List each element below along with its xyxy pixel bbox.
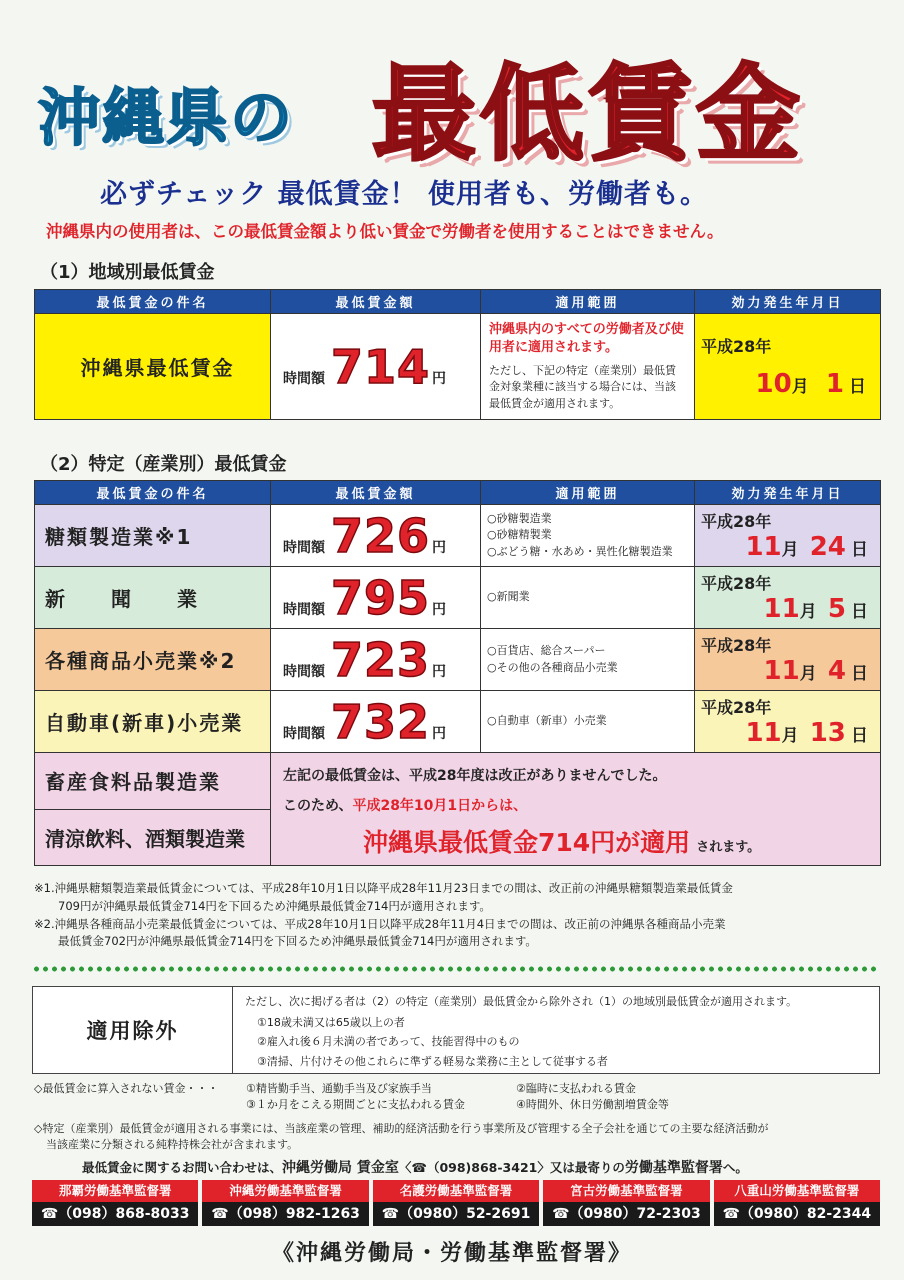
exclusion-label: 適用除外 — [33, 987, 233, 1073]
hourly-label: 時間額 — [283, 663, 325, 680]
industry-name: 糖類製造業※1 — [35, 505, 271, 567]
exclusion-item: ③清掃、片付けその他これらに準ずる軽易な業務に主として従事する者 — [257, 1054, 608, 1068]
day-unit: 日 — [851, 602, 868, 622]
month-unit: 月 — [799, 602, 817, 622]
hourly-label: 時間額 — [283, 601, 325, 618]
date-month: 11 — [763, 594, 800, 624]
merged-note-cell — [271, 753, 881, 866]
exclusion-list — [257, 1013, 608, 1071]
date-month: 11 — [763, 656, 800, 686]
scope-cell — [481, 505, 695, 567]
hourly-label: 時間額 — [283, 725, 325, 742]
month-unit: 月 — [799, 664, 817, 684]
office-card — [373, 1180, 539, 1226]
date-day: 5 — [827, 594, 846, 624]
day-unit: 日 — [851, 726, 868, 746]
regional-wage-table — [34, 289, 881, 420]
date-era: 平成28年 — [701, 337, 772, 356]
subtitle: 必ずチェック 最低賃金！ 使用者も、労働者も。 — [100, 179, 708, 210]
footnote-2a: ※2.沖縄県各種商品小売業最低賃金については、平成28年10月1日以降平成28年11月4日までの間は、改正前の沖縄県各種商品小売業 — [34, 916, 726, 931]
scope-item: ○その他の各種商品小売業 — [487, 660, 618, 674]
yen-unit: 円 — [432, 539, 447, 556]
wage-amount-cell — [271, 691, 481, 753]
day-unit: 日 — [851, 664, 868, 684]
wage-amount: 795 — [331, 570, 431, 625]
scope-item: ○ぶどう糖・水あめ・異性化糖製造業 — [487, 544, 673, 558]
dotted-divider — [32, 966, 880, 972]
office-card — [543, 1180, 709, 1226]
col-header-name: 最低賃金の件名 — [35, 290, 271, 314]
merged-line3-suffix: されます。 — [696, 840, 761, 855]
office-phone: ☎（0980）82-2344 — [714, 1202, 880, 1226]
col-header-scope: 適用範囲 — [481, 290, 695, 314]
footnote-1b: 709円が沖縄県最低賃金714円を下回るため沖縄県最低賃金714円が適用されます。 — [58, 898, 491, 913]
wage-name: 沖縄県最低賃金 — [35, 314, 271, 420]
industry-name-beverage: 清涼飲料、酒類製造業 — [35, 809, 271, 866]
office-card — [32, 1180, 198, 1226]
merged-line2-red: 平成28年10月1日からは、 — [352, 798, 528, 814]
footnote-2b: 最低賃金702円が沖縄県最低賃金714円を下回るため沖縄県最低賃金714円が適用されます。 — [58, 934, 537, 949]
footnote-1a: ※1.沖縄県糖類製造業最低賃金については、平成28年10月1日以降平成28年11月23日までの間は、改正前の沖縄県糖類製造業最低賃金 — [34, 881, 733, 895]
office-phone: ☎（0980）72-2303 — [543, 1202, 709, 1226]
scope-cell — [481, 567, 695, 629]
specific-note-1: ◇特定（産業別）最低賃金が適用される事業には、当該産業の管理、補助的経済活動を行う事業所及び管理する全子会社を通じての主要な経済活動が — [34, 1122, 769, 1135]
date-month: 10 — [755, 369, 792, 399]
industry-row — [35, 691, 881, 753]
wage-exclusion-item: ③１か月をこえる期間ごとに支払われる賃金 — [246, 1098, 465, 1111]
industry-name: 各種商品小売業※2 — [35, 629, 271, 691]
contact-line — [82, 1157, 748, 1177]
date-month: 11 — [745, 718, 782, 748]
wage-amount: 726 — [331, 508, 431, 563]
date-day: 13 — [809, 718, 846, 748]
contact-or: 又は最寄りの — [549, 1160, 625, 1175]
office-phone: ☎（098）982-1263 — [202, 1202, 368, 1226]
col-header-name: 最低賃金の件名 — [35, 481, 271, 505]
date-era: 平成28年 — [701, 698, 772, 717]
day-unit: 日 — [851, 540, 868, 560]
industry-name-livestock: 畜産食料品製造業 — [35, 753, 271, 810]
office-name: 那覇労働基準監督署 — [32, 1180, 198, 1202]
month-unit: 月 — [781, 540, 799, 560]
contact-prefix: 最低賃金に関するお問い合わせは、 — [82, 1160, 283, 1175]
date-cell — [695, 567, 881, 629]
scope-cell — [481, 629, 695, 691]
wage-exclusion-item: ②臨時に支払われる賃金 — [516, 1082, 636, 1095]
office-phone: ☎（098）868-8033 — [32, 1202, 198, 1226]
merged-line1: 左記の最低賃金は、平成28年度は改正がありませんでした。 — [283, 768, 667, 784]
col-header-date: 効力発生年月日 — [695, 290, 881, 314]
yen-unit: 円 — [432, 601, 447, 618]
wage-amount-cell — [271, 314, 481, 420]
merged-line3-red: 沖縄県最低賃金714円が適用 — [363, 828, 691, 857]
exclusion-box — [32, 986, 880, 1074]
wage-amount-cell — [271, 567, 481, 629]
contact-bureau: 沖縄労働局 賃金室 — [282, 1160, 399, 1176]
col-header-scope: 適用範囲 — [481, 481, 695, 505]
col-header-amount: 最低賃金額 — [271, 481, 481, 505]
office-name: 名護労働基準監督署 — [373, 1180, 539, 1202]
scope-item: ○砂糖精製業 — [487, 528, 552, 542]
footer-title: 《沖縄労働局・労働基準監督署》 — [271, 1241, 632, 1266]
wage-amount-cell — [271, 505, 481, 567]
industry-name: 自動車(新車)小売業 — [35, 691, 271, 753]
wage-exclusion-item: ①精皆勤手当、通勤手当及び家族手当 — [246, 1082, 432, 1095]
date-day: 4 — [827, 656, 846, 686]
scope-item: ○新聞業 — [487, 590, 530, 604]
month-unit: 月 — [781, 726, 799, 746]
date-day: 1 — [825, 369, 844, 399]
office-name: 八重山労働基準監督署 — [714, 1180, 880, 1202]
date-cell — [695, 505, 881, 567]
exclusion-item: ①18歳未満又は65歳以上の者 — [257, 1016, 405, 1029]
contact-nearest: 労働基準監督署 — [624, 1160, 723, 1176]
scope-item: ○砂糖製造業 — [487, 511, 552, 525]
employer-notice: 沖縄県内の使用者は、この最低賃金額より低い賃金で労働者を使用することはできません。 — [46, 222, 724, 241]
date-cell — [695, 629, 881, 691]
yen-unit: 円 — [432, 370, 447, 387]
wage-amount: 732 — [331, 694, 431, 749]
industry-row — [35, 567, 881, 629]
hourly-label: 時間額 — [283, 539, 325, 556]
date-era: 平成28年 — [701, 574, 772, 593]
day-unit: 日 — [849, 377, 866, 397]
scope-note: ただし、下記の特定（産業別）最低賃金対象業種に該当する場合には、当該最低賃金が適用されます。 — [489, 363, 676, 410]
merged-row-1 — [35, 753, 881, 810]
industry-row — [35, 505, 881, 567]
office-phone: ☎（0980）52-2691 — [373, 1202, 539, 1226]
col-header-amount: 最低賃金額 — [271, 290, 481, 314]
date-era: 平成28年 — [701, 636, 772, 655]
date-era: 平成28年 — [701, 512, 772, 531]
office-name: 沖縄労働基準監督署 — [202, 1180, 368, 1202]
col-header-date: 効力発生年月日 — [695, 481, 881, 505]
industry-wage-table — [34, 480, 881, 866]
hourly-label: 時間額 — [283, 370, 325, 387]
yen-unit: 円 — [432, 725, 447, 742]
scope-main: 沖縄県内のすべての労働者及び使用者に適用されます。 — [489, 321, 684, 355]
wage-amount-cell — [271, 629, 481, 691]
wage-exclusion-prefix: ◇最低賃金に算入されない賃金・・・ — [34, 1082, 219, 1095]
title-minimum-wage: 最低賃金 — [372, 53, 805, 175]
scope-cell — [481, 691, 695, 753]
date-day: 24 — [809, 532, 846, 562]
contact-phone: 〈☎（098)868-3421〉 — [398, 1160, 550, 1175]
merged-line2-prefix: このため、 — [283, 798, 353, 814]
exclusion-intro: ただし、次に掲げる者は（2）の特定（産業別）最低賃金から除外され（1）の地域別最低賃金が適用されます。 — [245, 995, 798, 1008]
contact-suffix: へ。 — [722, 1160, 748, 1175]
date-cell — [695, 691, 881, 753]
title-prefecture: 沖縄県の — [38, 81, 295, 154]
footnotes — [34, 880, 884, 951]
office-card — [202, 1180, 368, 1226]
wage-amount: 723 — [331, 632, 431, 687]
industry-name: 新 聞 業 — [35, 567, 271, 629]
office-list — [32, 1180, 880, 1226]
yen-unit: 円 — [432, 663, 447, 680]
section1-title: （1）地域別最低賃金 — [40, 262, 215, 283]
office-name: 宮古労働基準監督署 — [543, 1180, 709, 1202]
specific-note-2: 当該産業に分類される純粋持株会社が含まれます。 — [46, 1138, 299, 1151]
scope-item: ○百貨店、総合スーパー — [487, 644, 606, 657]
month-unit: 月 — [791, 377, 809, 397]
industry-row — [35, 629, 881, 691]
date-cell — [695, 314, 881, 420]
wage-exclusion-item: ④時間外、休日労働割増賃金等 — [516, 1098, 669, 1111]
scope-item: ○自動車（新車）小売業 — [487, 714, 607, 728]
scope-cell — [481, 314, 695, 420]
wage-amount: 714 — [331, 339, 431, 394]
section2-title: （2）特定（産業別）最低賃金 — [40, 454, 287, 475]
date-month: 11 — [745, 532, 782, 562]
exclusion-item: ②雇入れ後６月未満の者であって、技能習得中のもの — [257, 1035, 520, 1049]
office-card — [714, 1180, 880, 1226]
